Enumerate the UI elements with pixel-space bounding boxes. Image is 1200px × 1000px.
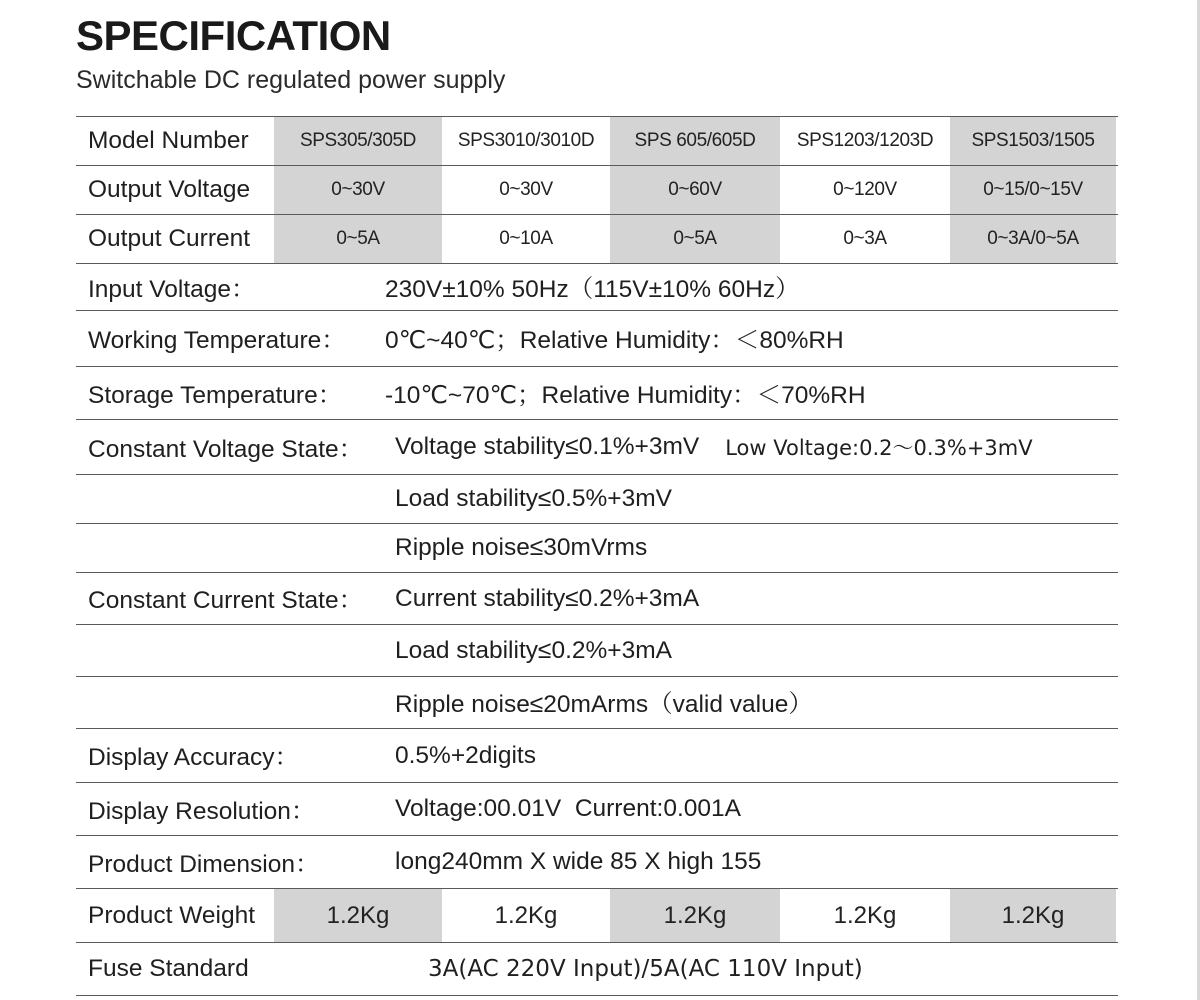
product-weight-label: Product Weight <box>88 901 256 929</box>
row-constant-voltage <box>76 419 1118 474</box>
row-product-dimension <box>76 835 1118 888</box>
output-voltage-label: Output Voltage <box>88 176 251 203</box>
row-input-voltage <box>76 263 1118 310</box>
current-stability-value: Current stability≤0.2%+3mA <box>395 584 700 612</box>
row-cc-load-stability <box>76 624 1118 676</box>
display-resolution-label: Display Resolution： <box>88 797 316 825</box>
constant-current-label: Constant Current State： <box>88 587 364 614</box>
output-voltage-cell: 0~60V <box>610 166 780 214</box>
working-temperature-value: 0℃~40℃；Relative Humidity：＜80%RH <box>385 327 844 354</box>
output-current-cell: 0~5A <box>610 215 780 263</box>
output-voltage-cells <box>274 166 1118 214</box>
row-storage-temperature <box>76 366 1118 419</box>
storage-temperature-value: -10℃~70℃；Relative Humidity：＜70%RH <box>385 381 866 409</box>
model-cell: SPS1503/1505 <box>950 117 1116 165</box>
row-constant-current <box>76 572 1118 624</box>
output-voltage-cell: 0~30V <box>274 166 442 214</box>
product-weight-cells <box>274 889 1118 942</box>
fuse-standard-label: Fuse Standard <box>88 955 249 982</box>
output-current-cells <box>274 215 1118 263</box>
input-voltage-label: Input Voltage： <box>88 275 256 303</box>
display-resolution-value: Voltage:00.01V Current:0.001A <box>395 795 741 822</box>
weight-cell: 1.2Kg <box>274 889 442 942</box>
output-current-cell: 0~5A <box>274 215 442 263</box>
model-number-label: Model Number <box>88 127 249 154</box>
row-cv-load-stability <box>76 474 1118 523</box>
storage-temperature-label: Storage Temperature： <box>88 381 343 409</box>
row-fuse-standard <box>76 942 1118 996</box>
input-voltage-value: 230V±10% 50Hz（115V±10% 60Hz） <box>385 275 800 303</box>
display-accuracy-label: Display Accuracy： <box>88 744 300 771</box>
output-current-label: Output Current <box>88 225 251 252</box>
row-working-temperature <box>76 310 1118 366</box>
output-voltage-cell: 0~120V <box>833 179 897 200</box>
weight-cell: 1.2Kg <box>950 889 1116 942</box>
row-display-accuracy <box>76 728 1118 782</box>
weight-cell: 1.2Kg <box>494 901 558 929</box>
row-output-voltage <box>76 165 1118 214</box>
cc-load-stability-value: Load stability≤0.2%+3mA <box>395 636 672 664</box>
row-cc-ripple-noise <box>76 676 1118 728</box>
row-display-resolution <box>76 782 1118 835</box>
fuse-standard-value: 3A(AC 220V Input)/5A(AC 110V Input) <box>428 956 863 982</box>
product-dimension-value: long240mm X wide 85 X high 155 <box>395 848 762 875</box>
display-accuracy-value: 0.5%+2digits <box>395 741 536 769</box>
page-subtitle: Switchable DC regulated power supply <box>76 66 506 94</box>
model-cell: SPS305/305D <box>274 117 442 165</box>
weight-cell: 1.2Kg <box>833 901 897 929</box>
row-cv-ripple-noise <box>76 523 1118 572</box>
model-cell: SPS3010/3010D <box>457 130 595 151</box>
cv-ripple-noise-value: Ripple noise≤30mVrms <box>395 534 648 561</box>
spec-table <box>76 116 1118 996</box>
row-output-current <box>76 214 1118 263</box>
model-cell: SPS1203/1203D <box>796 130 934 151</box>
output-voltage-cell: 0~30V <box>499 179 553 200</box>
voltage-stability-text: Voltage stability≤0.1%+3mV <box>395 433 700 460</box>
working-temperature-label: Working Temperature： <box>88 327 346 354</box>
page-title: SPECIFICATION <box>76 12 391 59</box>
constant-voltage-label: Constant Voltage State： <box>88 435 364 463</box>
output-current-cell: 0~3A <box>843 228 887 249</box>
model-cell: SPS 605/605D <box>610 117 780 165</box>
model-number-cells <box>274 117 1118 165</box>
weight-cell: 1.2Kg <box>610 889 780 942</box>
output-current-cell: 0~10A <box>499 228 553 249</box>
row-product-weight <box>76 888 1118 942</box>
product-dimension-label: Product Dimension： <box>88 850 320 878</box>
cc-ripple-noise-value: Ripple noise≤20mArms（valid value） <box>395 691 813 718</box>
row-model-number <box>76 116 1118 165</box>
voltage-stability-value <box>395 420 1033 474</box>
output-voltage-cell: 0~15/0~15V <box>950 166 1116 214</box>
output-current-cell: 0~3A/0~5A <box>950 215 1116 263</box>
cv-load-stability-value: Load stability≤0.5%+3mV <box>395 485 672 512</box>
low-voltage-text: Low Voltage:0.2～0.3%+3mV <box>725 436 1033 460</box>
